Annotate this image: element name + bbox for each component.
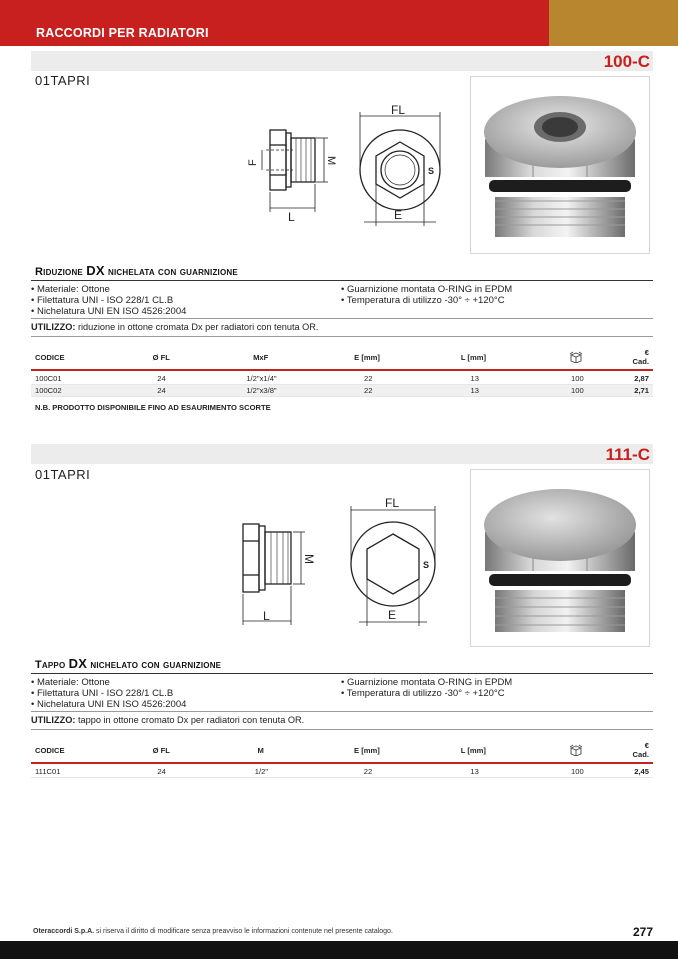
brand-label: 01TAPRI: [35, 467, 91, 482]
divider: [31, 280, 653, 281]
availability-note: N.B. PRODOTTO DISPONIBILE FINO AD ESAURIMENTO SCORTE: [35, 403, 271, 412]
cell-pack: 100: [525, 373, 631, 385]
usage-line: [31, 715, 304, 725]
col-m: M: [257, 745, 264, 755]
disclaimer-text: si riserva il diritto di modificare senza preavviso le informazioni contenute nel presente catalogo.: [94, 928, 393, 935]
reducer-drawing: [238, 100, 463, 235]
page-title: RACCORDI PER RADIATORI: [36, 26, 209, 40]
brand-label: 01TAPRI: [35, 73, 91, 88]
cell-price: 2,45: [630, 766, 653, 778]
dim-s: S: [423, 560, 430, 570]
features-left: [31, 284, 186, 317]
title-rest: nichelata con guarnizione: [107, 266, 238, 278]
dim-e: E: [394, 208, 403, 222]
col-l: L [mm]: [460, 745, 486, 755]
footer-bar: [0, 941, 678, 959]
cell-fl: 24: [112, 385, 212, 397]
technical-drawing: [225, 492, 465, 630]
col-pack: [523, 739, 628, 761]
cell-l: 13: [425, 373, 525, 385]
col-l: L [mm]: [460, 352, 486, 362]
dim-m: M: [302, 554, 316, 564]
usage-text: riduzione in ottone cromata Dx per radiatori con tenuta OR.: [75, 322, 319, 332]
dim-l: L: [263, 609, 270, 623]
table-divider: [31, 762, 653, 764]
col-pack: [523, 346, 628, 368]
reducer-photo-illustration: [471, 77, 649, 253]
cell-code: 100C02: [31, 385, 112, 397]
product-photo: [470, 469, 650, 647]
divider: [31, 711, 653, 712]
box-icon: [569, 351, 583, 363]
dim-e: E: [388, 608, 397, 622]
title-rest: nichelato con guarnizione: [90, 659, 222, 671]
feature-item: • Temperatura di utilizzo -30° ÷ +120°C: [341, 295, 505, 306]
table-row: [31, 766, 653, 778]
price-table: [31, 739, 653, 761]
box-icon: [569, 744, 583, 756]
header-accent: [549, 0, 678, 46]
cell-e: 22: [311, 766, 424, 778]
cap-drawing: [225, 492, 465, 630]
dim-s: S: [428, 166, 435, 176]
feature-item: • Filettatura UNI - ISO 228/1 CL.B: [31, 295, 174, 306]
col-e: E [mm]: [354, 745, 380, 755]
col-e: E [mm]: [354, 352, 380, 362]
col-codice: CODICE: [35, 745, 65, 755]
price-table-body: [31, 373, 653, 397]
feature-item: • Filettatura UNI - ISO 228/1 CL.B: [31, 688, 174, 699]
usage-text: tappo in ottone cromato Dx per radiatori con tenuta OR.: [75, 715, 305, 725]
usage-line: [31, 322, 319, 332]
product-code: 100-C: [603, 52, 650, 71]
title-first: Tappo: [35, 659, 66, 671]
footer-disclaimer: [33, 928, 393, 935]
divider: [31, 336, 653, 337]
price-table-body: [31, 766, 653, 778]
cell-code: 111C01: [31, 766, 112, 778]
product-code: 111-C: [605, 445, 650, 464]
cell-price: 2,87: [630, 373, 653, 385]
title-mark: DX: [86, 263, 105, 278]
col-fl: Ø FL: [152, 352, 170, 362]
cell-l: 13: [425, 385, 525, 397]
table-header: [31, 739, 653, 761]
features-left: [31, 677, 186, 710]
cell-mxf: 1/2"x1/4": [211, 373, 311, 385]
cell-price: 2,71: [630, 385, 653, 397]
cap-photo-illustration: [471, 470, 649, 646]
feature-item: • Guarnizione montata O-RING in EPDM: [341, 284, 513, 295]
title-first: Riduzione: [35, 266, 83, 278]
col-fl: Ø FL: [152, 745, 170, 755]
col-price: € Cad.: [632, 348, 650, 366]
usage-label: UTILIZZO:: [31, 715, 76, 725]
col-codice: CODICE: [35, 352, 65, 362]
feature-item: • Materiale: Ottone: [31, 284, 110, 295]
cell-code: 100C01: [31, 373, 112, 385]
feature-item: • Nichelatura UNI EN ISO 4526:2004: [31, 306, 187, 317]
feature-item: • Guarnizione montata O-RING in EPDM: [341, 677, 513, 688]
cell-pack: 100: [524, 766, 630, 778]
divider: [31, 729, 653, 730]
cell-e: 22: [312, 385, 425, 397]
title-mark: DX: [68, 656, 88, 671]
table-row: [31, 373, 653, 385]
page-number: 277: [632, 925, 653, 939]
dim-fl: FL: [391, 103, 406, 117]
product-title: [35, 656, 221, 671]
feature-item: • Nichelatura UNI EN ISO 4526:2004: [31, 699, 187, 710]
dim-fl: FL: [385, 496, 400, 510]
cell-e: 22: [312, 373, 425, 385]
dim-f: F: [247, 159, 259, 166]
price-table: [31, 346, 653, 368]
col-mxf: MxF: [253, 352, 269, 362]
cell-fl: 24: [112, 373, 212, 385]
feature-item: • Materiale: Ottone: [31, 677, 110, 688]
features-right: [341, 677, 512, 699]
col-price: € Cad.: [632, 741, 650, 759]
product-title: [35, 263, 238, 278]
cell-pack: 100: [525, 385, 631, 397]
table-header: [31, 346, 653, 368]
cell-fl: 24: [112, 766, 212, 778]
features-right: [341, 284, 512, 306]
product-photo: [470, 76, 650, 254]
technical-drawing: [238, 100, 463, 235]
dim-m: M: [325, 156, 337, 166]
company-name: Oteraccordi S.p.A.: [33, 928, 95, 935]
cell-mxf: 1/2"x3/8": [211, 385, 311, 397]
table-divider: [31, 369, 653, 371]
cell-l: 13: [425, 766, 525, 778]
feature-item: • Temperatura di utilizzo -30° ÷ +120°C: [341, 688, 505, 699]
table-row: [31, 385, 653, 397]
section-band-100c: [31, 51, 653, 71]
usage-label: UTILIZZO:: [31, 322, 76, 332]
dim-l: L: [288, 210, 295, 224]
divider: [31, 318, 653, 319]
cell-m: 1/2": [211, 766, 311, 778]
divider: [31, 673, 653, 674]
section-band-111c: [31, 444, 653, 464]
